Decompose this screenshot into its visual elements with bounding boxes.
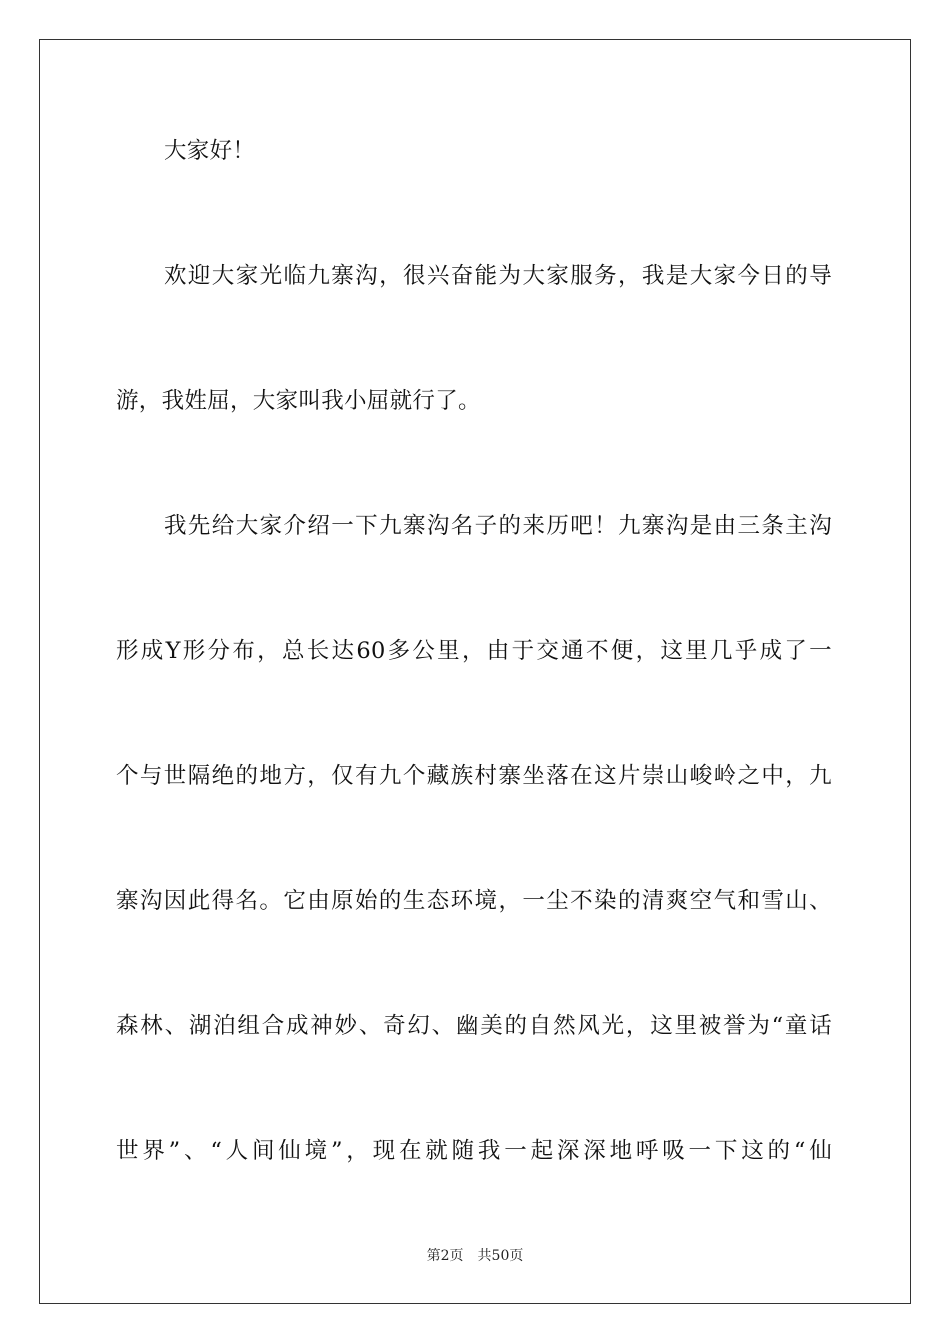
text-line: 我先给大家介绍一下九寨沟名子的来历吧！九寨沟是由三条主沟	[164, 513, 832, 539]
text-line: 形成Y形分布，总长达60多公里，由于交通不便，这里几乎成了一	[116, 638, 832, 664]
text-line: 森林、湖泊组合成神妙、奇幻、幽美的自然风光，这里被誉为“童话	[116, 1013, 832, 1039]
page-total: 共50页	[477, 1248, 524, 1264]
page-footer	[0, 1247, 950, 1265]
text-line: 大家好！	[164, 138, 256, 164]
text-line: 个与世隔绝的地方，仅有九个藏族村寨坐落在这片崇山峻岭之中，九	[116, 763, 832, 789]
page-number: 第2页	[426, 1248, 464, 1264]
text-line: 世界”、“人间仙境”，现在就随我一起深深地呼吸一下这的“仙	[116, 1138, 832, 1164]
page-frame	[39, 39, 911, 1304]
text-line: 游，我姓屈，大家叫我小屈就行了。	[116, 388, 481, 414]
text-line: 寨沟因此得名。它由原始的生态环境，一尘不染的清爽空气和雪山、	[116, 888, 832, 914]
text-line: 欢迎大家光临九寨沟，很兴奋能为大家服务，我是大家今日的导	[164, 263, 832, 289]
